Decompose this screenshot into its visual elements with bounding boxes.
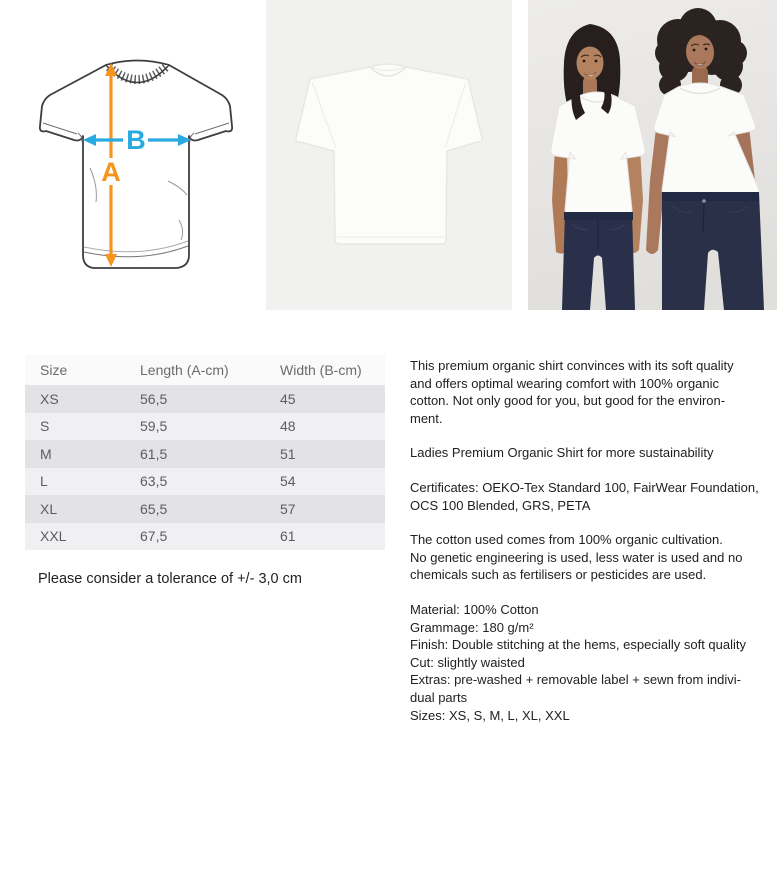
cell-width: 54 bbox=[280, 473, 296, 490]
table-row-xl bbox=[25, 495, 385, 523]
model-right bbox=[646, 8, 764, 310]
description-paragraph-specs: Material: 100% Cotton Grammage: 180 g/m² Finish: Double stitching at the hems, especially soft quality Cut: slightly waisted Extras: pre-washed + removable label + sewn from indivi- dual parts Sizes: XS, S, M, L, XL, XXL bbox=[410, 601, 747, 723]
cell-width: 48 bbox=[280, 418, 296, 435]
length-label-a: A bbox=[101, 157, 121, 187]
description-paragraph-certificates: Certificates: OEKO-Tex Standard 100, FairWear Foundation, OCS 100 Blended, GRS, PETA bbox=[410, 479, 759, 513]
product-description bbox=[410, 357, 777, 741]
product-photo-flat bbox=[266, 0, 512, 310]
column-header-width: Width (B-cm) bbox=[280, 362, 362, 378]
product-photo-models bbox=[528, 0, 777, 310]
cell-size: XXL bbox=[40, 528, 67, 545]
cell-width: 45 bbox=[280, 390, 296, 407]
models-image bbox=[528, 0, 777, 310]
cell-width: 51 bbox=[280, 445, 296, 462]
cell-length: 65,5 bbox=[140, 500, 168, 517]
cell-length: 61,5 bbox=[140, 445, 168, 462]
table-row-xs bbox=[25, 385, 385, 413]
size-table bbox=[25, 355, 385, 550]
tolerance-note: Please consider a tolerance of +/- 3,0 cm bbox=[38, 571, 302, 587]
description-paragraph-intro: This premium organic shirt convinces with its soft quality and offers optimal wearing comfort with 100% organic cotton. Not only good for you, but good for the environ- ment. bbox=[410, 358, 734, 426]
cell-length: 59,5 bbox=[140, 418, 168, 435]
cell-width: 57 bbox=[280, 500, 296, 517]
size-table-body bbox=[25, 385, 385, 550]
cell-length: 56,5 bbox=[140, 390, 168, 407]
width-label-b: B bbox=[126, 125, 146, 155]
tshirt-outline bbox=[40, 61, 232, 269]
table-row-s bbox=[25, 413, 385, 441]
description-paragraph-tagline: Ladies Premium Organic Shirt for more sustainability bbox=[410, 445, 714, 461]
cell-size: XL bbox=[40, 500, 58, 517]
table-row-xxl bbox=[25, 523, 385, 551]
cell-size: S bbox=[40, 418, 50, 435]
description-paragraph-cotton: The cotton used comes from 100% organic cultivation. No genetic engineering is used, less water is used and no chemicals such as fertilisers or pesticides are used. bbox=[410, 532, 743, 583]
cell-length: 63,5 bbox=[140, 473, 168, 490]
tshirt-diagram-icon bbox=[20, 50, 240, 280]
model-left-eye bbox=[595, 60, 598, 63]
table-row-l bbox=[25, 468, 385, 496]
cell-size: L bbox=[40, 473, 48, 490]
cell-length: 67,5 bbox=[140, 528, 168, 545]
model-left-eye bbox=[583, 60, 586, 63]
flat-tshirt-image bbox=[266, 0, 512, 310]
tshirt-measurement-diagram bbox=[20, 50, 240, 280]
cell-width: 61 bbox=[280, 528, 296, 545]
cell-size: XS bbox=[40, 390, 59, 407]
model-right-eye bbox=[705, 48, 708, 51]
model-left-face bbox=[577, 47, 604, 80]
model-right-eye bbox=[693, 49, 696, 52]
cell-size: M bbox=[40, 445, 52, 462]
column-header-size: Size bbox=[40, 362, 68, 378]
column-header-length: Length (A-cm) bbox=[140, 362, 229, 378]
table-row-m bbox=[25, 440, 385, 468]
size-table-header bbox=[25, 355, 385, 385]
